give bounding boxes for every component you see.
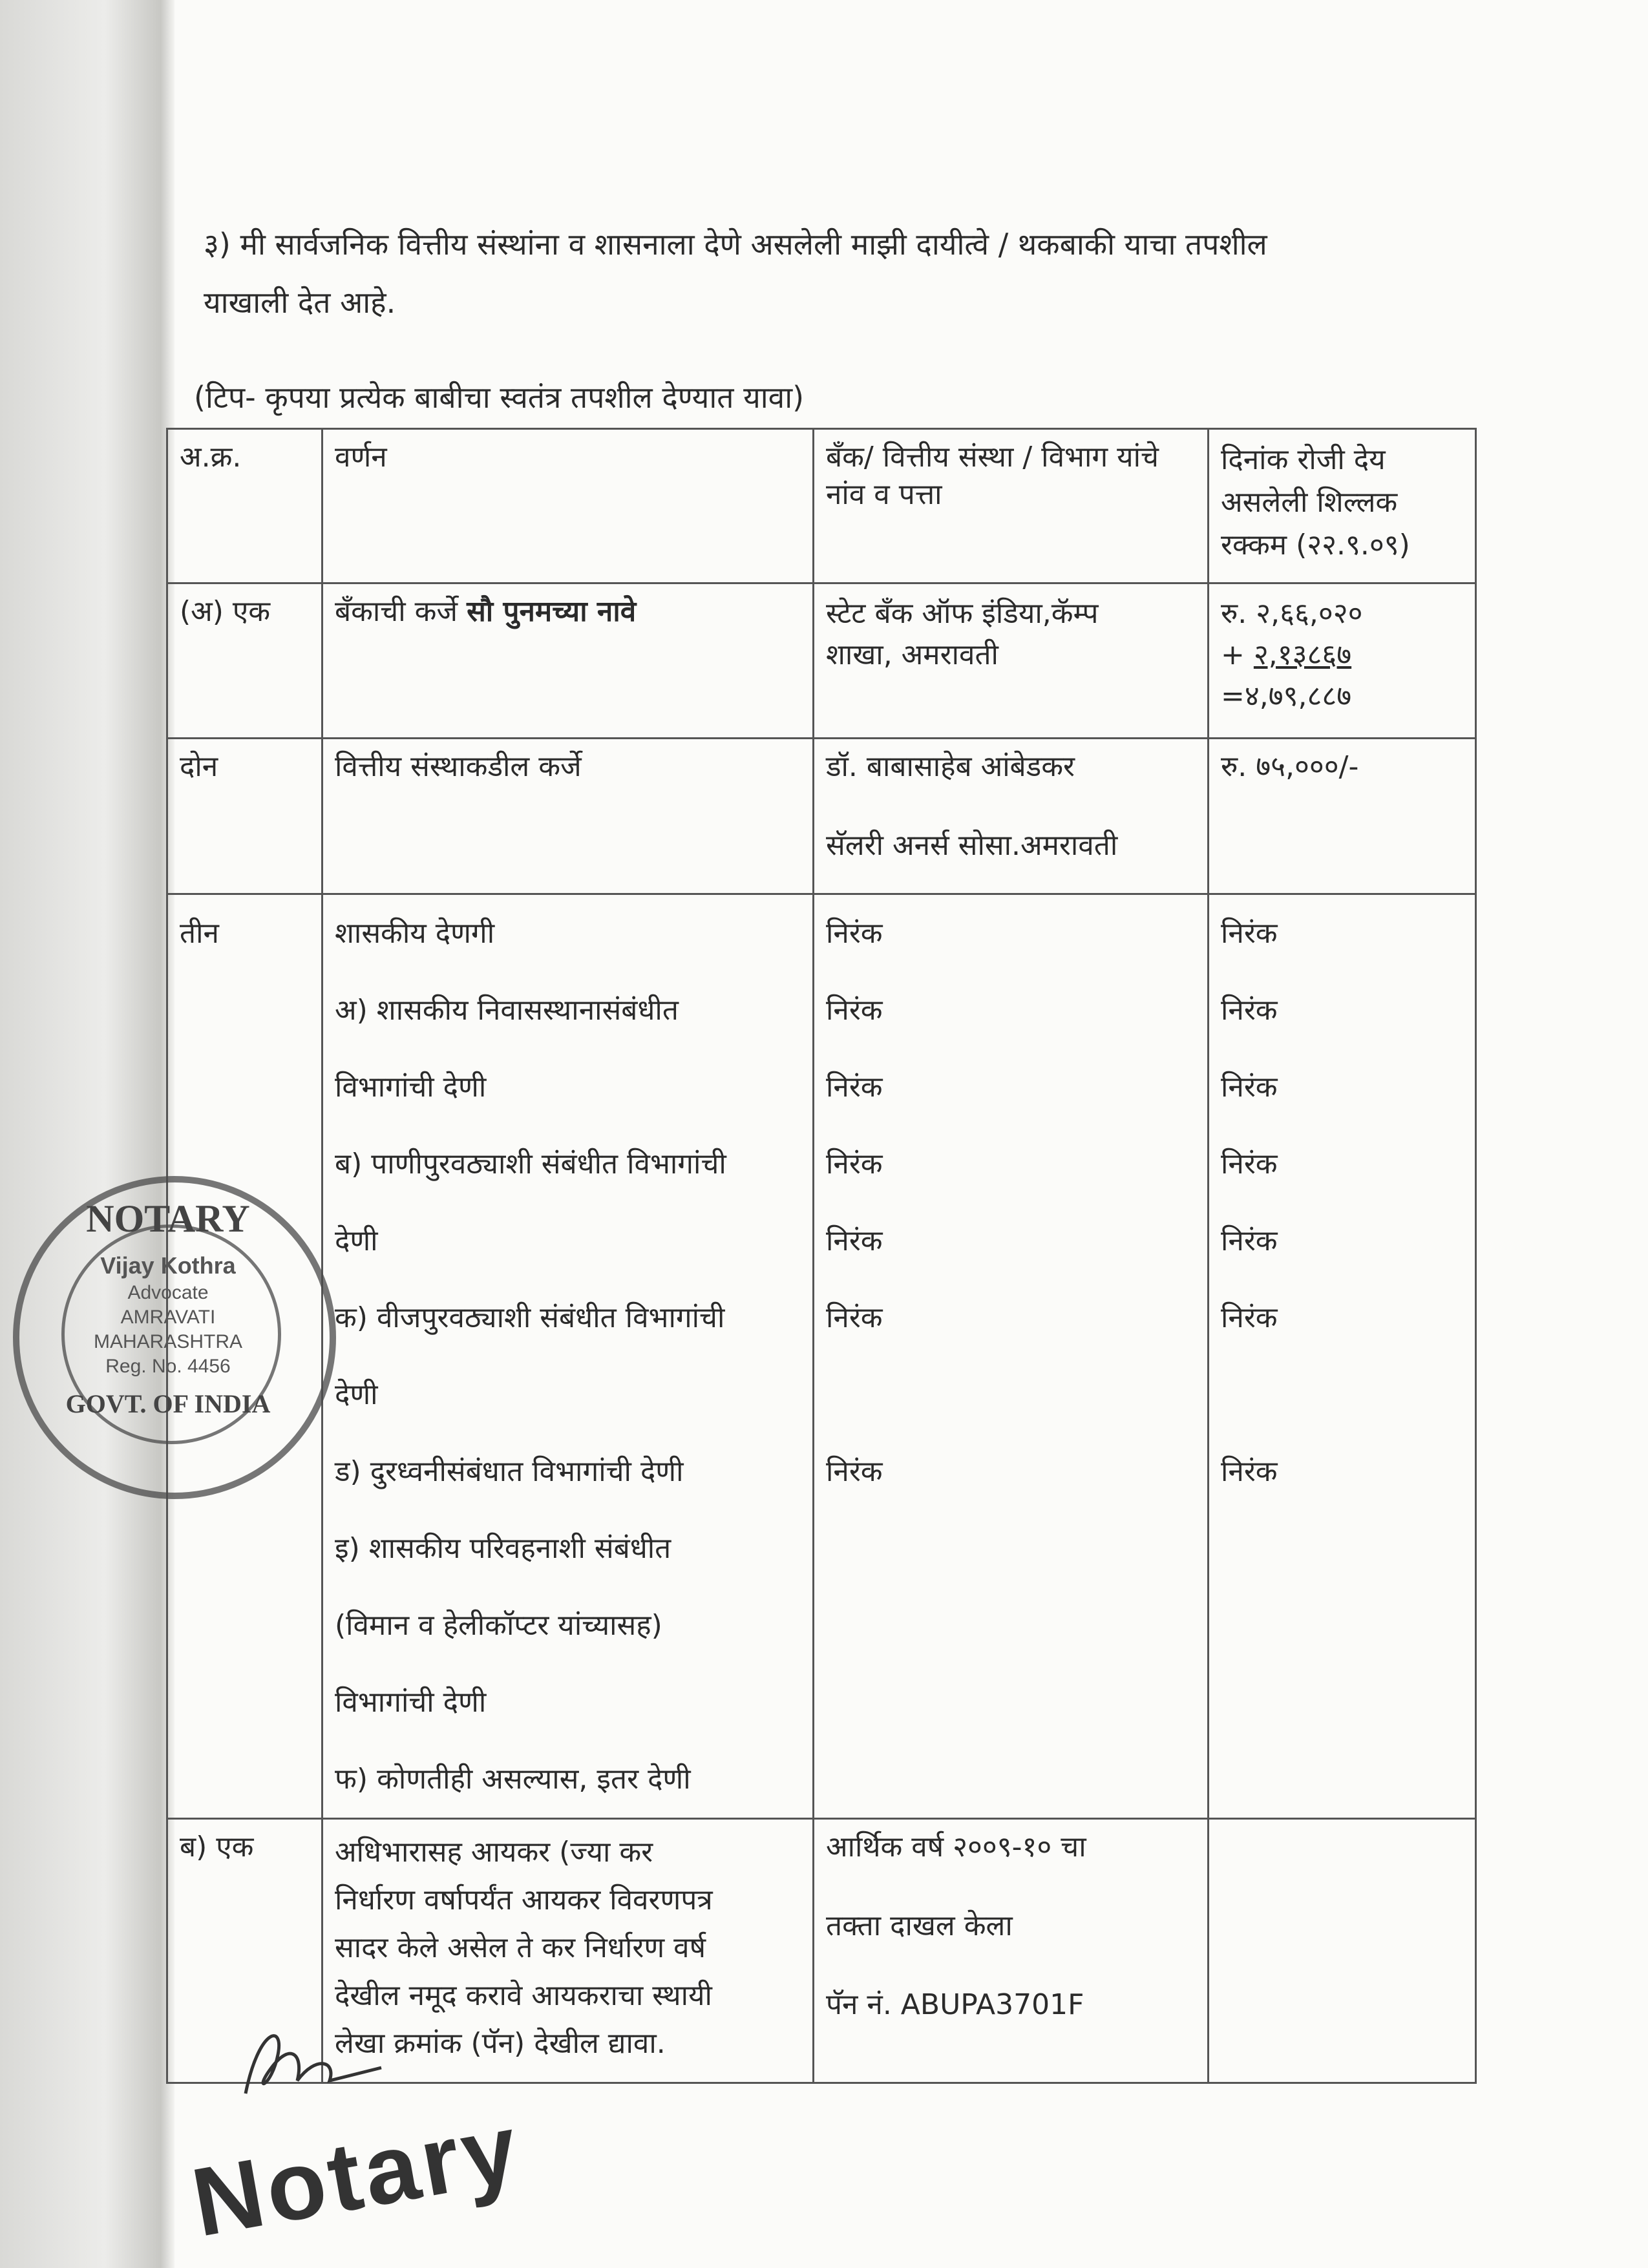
cell-line: निरंक bbox=[826, 917, 883, 950]
cell-line: निरंक bbox=[826, 1455, 883, 1488]
cell-line: निरंक bbox=[1221, 1148, 1278, 1181]
row-bank bbox=[814, 583, 1209, 739]
row-sr: (अ) एक bbox=[167, 583, 322, 739]
row-description bbox=[322, 583, 814, 739]
amount-line bbox=[1221, 635, 1464, 676]
intro-line-2: याखाली देत आहे. bbox=[204, 285, 396, 320]
stamp-city: AMRAVATI bbox=[120, 1307, 216, 1328]
stamp-state: MAHARASHTRA bbox=[93, 1331, 243, 1352]
bank-line: तक्ता दाखल केला bbox=[826, 1909, 1013, 1942]
bank-line: डॉ. बाबासाहेब आंबेडकर bbox=[826, 750, 1075, 783]
bank-line: शाखा, अमरावती bbox=[826, 638, 998, 671]
liabilities-table bbox=[166, 428, 1477, 2084]
desc-bold: सौ पुनमच्या नावे bbox=[467, 595, 637, 628]
cell-line: निरंक bbox=[826, 1301, 883, 1334]
header-amount: दिनांक रोजी देय असलेली शिल्लक रक्कम (२२.९.०९) bbox=[1209, 429, 1476, 583]
bank-line: स्टेट बँक ऑफ इंडिया,कॅम्प bbox=[826, 597, 1099, 630]
cell-line: निरंक bbox=[1221, 1224, 1278, 1257]
cell-line: क) वीजपुरवठ्याशी संबंधीत विभागांची bbox=[335, 1301, 725, 1334]
header-sr: अ.क्र. bbox=[167, 429, 322, 583]
cell-line: (विमान व हेलीकॉप्टर यांच्यासह) bbox=[335, 1609, 662, 1642]
cell-line: निरंक bbox=[826, 994, 883, 1027]
row-description: वित्तीय संस्थाकडील कर्जे bbox=[322, 739, 814, 894]
row-bank bbox=[814, 1819, 1209, 2083]
cell-line: सादर केले असेल ते कर निर्धारण वर्ष bbox=[335, 1931, 706, 1964]
cell-line: निरंक bbox=[1221, 994, 1278, 1027]
cell-line: ड) दुरध्वनीसंबंधात विभागांची देणी bbox=[335, 1455, 684, 1488]
stamp-role: Advocate bbox=[127, 1282, 209, 1303]
cell-line: निरंक bbox=[826, 1148, 883, 1181]
pan-number: पॅन नं. ABUPA3701F bbox=[826, 1988, 1084, 2021]
cell-line: देणी bbox=[335, 1378, 378, 1411]
cell-line: देणी bbox=[335, 1224, 378, 1257]
cell-line: लेखा क्रमांक (पॅन) देखील द्यावा. bbox=[335, 2027, 666, 2060]
notary-stamp bbox=[19, 1195, 317, 1420]
cell-line: निरंक bbox=[1221, 1301, 1278, 1334]
cell-line: निरंक bbox=[826, 1071, 883, 1104]
row-amount bbox=[1209, 894, 1476, 1819]
page-binding-shadow bbox=[0, 0, 174, 2268]
table-row bbox=[167, 583, 1476, 739]
plus-sign: + bbox=[1221, 638, 1254, 671]
table-row bbox=[167, 894, 1476, 1819]
header-description: वर्णन bbox=[322, 429, 814, 583]
bank-line: आर्थिक वर्ष २००९-१० चा bbox=[826, 1831, 1086, 1864]
note-text: (टिप- कृपया प्रत्येक बाबीचा स्वतंत्र तपशील देण्यात यावा) bbox=[194, 380, 805, 415]
stamp-name: Vijay Kothra bbox=[100, 1252, 236, 1279]
header-bank: बँक/ वित्तीय संस्था / विभाग यांचे नांव व पत्ता bbox=[814, 429, 1209, 583]
cell-line: देखील नमूद करावे आयकराचा स्थायी bbox=[335, 1979, 712, 2012]
row-amount bbox=[1209, 1819, 1476, 2083]
amount-addend: २,१३८६७ bbox=[1253, 638, 1352, 671]
cell-line: निर्धारण वर्षापर्यंत आयकर विवरणपत्र bbox=[335, 1884, 713, 1916]
cell-line: ब) पाणीपुरवठ्याशी संबंधीत विभागांची bbox=[335, 1148, 726, 1181]
row-sr: तीन bbox=[167, 894, 322, 1819]
cell-line: विभागांची देणी bbox=[335, 1071, 487, 1104]
cell-line: शासकीय देणगी bbox=[335, 917, 495, 950]
row-sr: दोन bbox=[167, 739, 322, 894]
cell-line: विभागांची देणी bbox=[335, 1686, 487, 1719]
cell-line: इ) शासकीय परिवहनाशी संबंधीत bbox=[335, 1532, 671, 1565]
stamp-text-bottom: GOVT. OF INDIA bbox=[65, 1389, 271, 1418]
stamp-text-top: NOTARY bbox=[86, 1197, 250, 1240]
signature-icon bbox=[233, 2016, 401, 2119]
cell-line: अ) शासकीय निवासस्थानासंबंधीत bbox=[335, 994, 679, 1027]
amount-line: रु. २,६६,०२० bbox=[1221, 597, 1363, 630]
cell-line: निरंक bbox=[1221, 1455, 1278, 1488]
cell-line: निरंक bbox=[826, 1224, 883, 1257]
amount-total: =४,७९,८८७ bbox=[1221, 680, 1352, 713]
row-bank bbox=[814, 894, 1209, 1819]
intro-line-1: ३) मी सार्वजनिक वित्तीय संस्थांना व शासनाला देणे असलेली माझी दायीत्वे / थकबाकी याचा तपशील bbox=[204, 227, 1267, 262]
notary-mark: Notary bbox=[184, 2092, 529, 2257]
table-header-row bbox=[167, 429, 1476, 583]
desc-text: बँकाची कर्जे bbox=[335, 595, 467, 628]
cell-line: फ) कोणतीही असल्यास, इतर देणी bbox=[335, 1763, 691, 1796]
cell-line: निरंक bbox=[1221, 1071, 1278, 1104]
row-amount: रु. ७५,०००/- bbox=[1209, 739, 1476, 894]
row-bank bbox=[814, 739, 1209, 894]
table-row bbox=[167, 739, 1476, 894]
bank-line: सॅलरी अनर्स सोसा.अमरावती bbox=[826, 829, 1118, 862]
cell-line bbox=[826, 1356, 1197, 1433]
cell-line: निरंक bbox=[1221, 917, 1278, 950]
row-amount bbox=[1209, 583, 1476, 739]
row-description bbox=[322, 894, 814, 1819]
cell-line: अधिभारासह आयकर (ज्या कर bbox=[335, 1836, 653, 1869]
cell-line bbox=[1221, 1356, 1464, 1433]
row-sr: ब) एक bbox=[167, 1819, 322, 2083]
stamp-reg: Reg. No. 4456 bbox=[105, 1356, 231, 1377]
